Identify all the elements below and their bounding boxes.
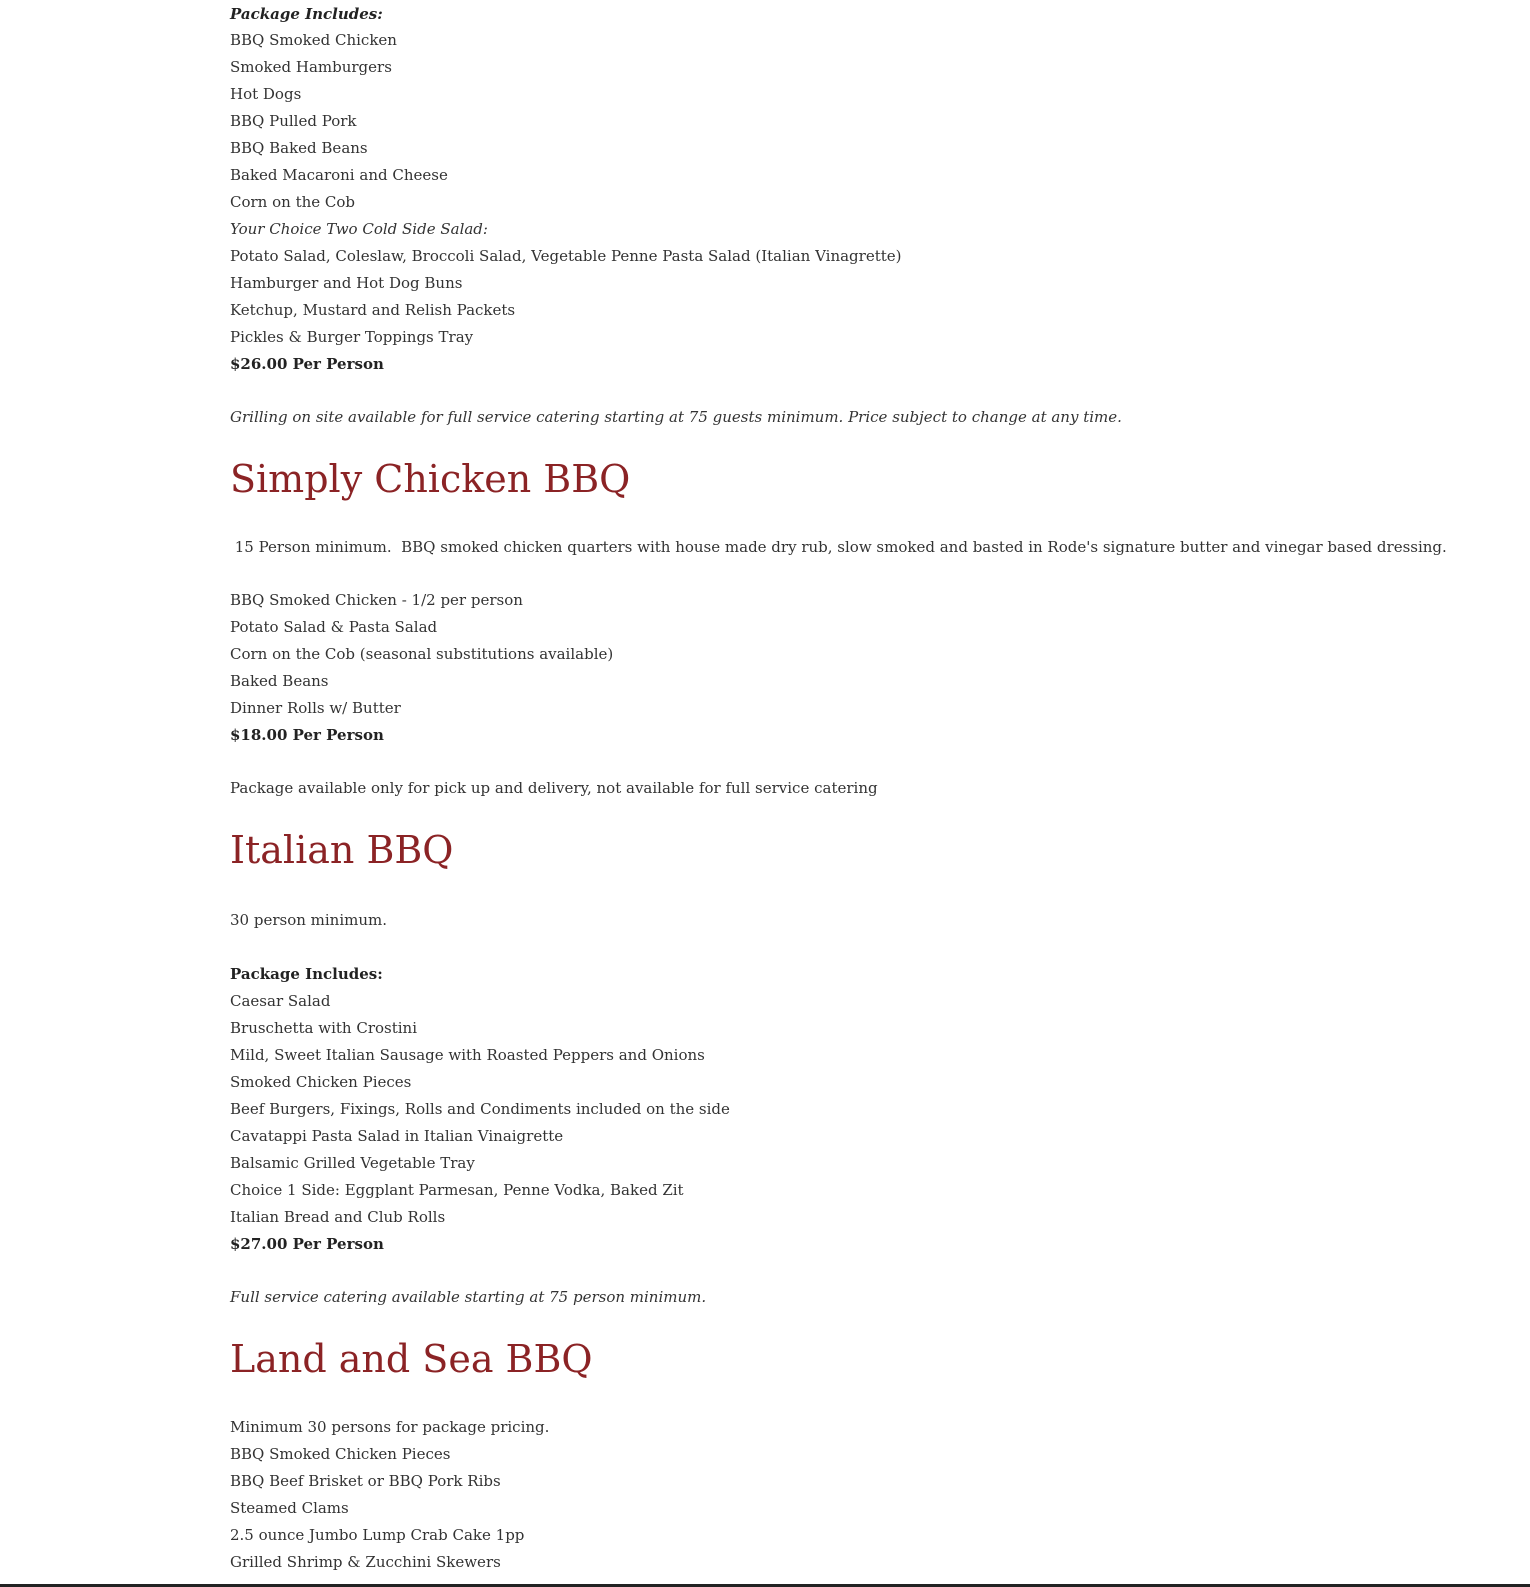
italian-bbq-item: Bruschetta with Crostini	[230, 1019, 418, 1037]
land-sea-bbq-item: 2.5 ounce Jumbo Lump Crab Cake 1pp	[230, 1526, 525, 1544]
italian-bbq-item: Balsamic Grilled Vegetable Tray	[230, 1154, 475, 1172]
italian-bbq-item: Beef Burgers, Fixings, Rolls and Condiments included on the side	[230, 1100, 730, 1118]
bbq-package-note: Grilling on site available for full service catering starting at 75 guests minimum. Price subject to change at any time.	[230, 408, 1122, 426]
land-sea-bbq-minimum: Minimum 30 persons for package pricing.	[230, 1418, 550, 1436]
land-sea-bbq-item: BBQ Smoked Chicken Pieces	[230, 1445, 451, 1463]
italian-bbq-item: Cavatappi Pasta Salad in Italian Vinaigrette	[230, 1127, 564, 1145]
bbq-package-item: BBQ Baked Beans	[230, 139, 368, 157]
italian-bbq-item: Choice 1 Side: Eggplant Parmesan, Penne Vodka, Baked Zit	[230, 1181, 684, 1199]
simply-chicken-item: BBQ Smoked Chicken - 1/2 per person	[230, 591, 523, 609]
italian-bbq-price: $27.00 Per Person	[230, 1235, 384, 1253]
italian-bbq-minimum: 30 person minimum.	[230, 911, 388, 929]
italian-bbq-title: Italian BBQ	[230, 828, 454, 872]
italian-bbq-includes-label: Package Includes:	[230, 965, 383, 983]
bbq-package-item: BBQ Pulled Pork	[230, 112, 357, 130]
bbq-package-item: Hot Dogs	[230, 85, 302, 103]
simply-chicken-item: Dinner Rolls w/ Butter	[230, 699, 401, 717]
simply-chicken-description: 15 Person minimum. BBQ smoked chicken quarters with house made dry rub, slow smoked and basted in Rode's signature butter and vinegar based dressing.	[230, 538, 1447, 556]
land-sea-bbq-item: Steamed Clams	[230, 1499, 349, 1517]
simply-chicken-item: Baked Beans	[230, 672, 329, 690]
italian-bbq-item: Caesar Salad	[230, 992, 331, 1010]
land-sea-bbq-title: Land and Sea BBQ	[230, 1337, 593, 1381]
bbq-package-item: Smoked Hamburgers	[230, 58, 392, 76]
simply-chicken-item: Potato Salad & Pasta Salad	[230, 618, 438, 636]
bbq-package-extra: Pickles & Burger Toppings Tray	[230, 328, 474, 346]
simply-chicken-note: Package available only for pick up and delivery, not available for full service catering	[230, 779, 878, 797]
simply-chicken-item: Corn on the Cob (seasonal substitutions available)	[230, 645, 614, 663]
italian-bbq-note: Full service catering available starting at 75 person minimum.	[230, 1288, 707, 1306]
bbq-package-price: $26.00 Per Person	[230, 355, 384, 373]
bbq-package-extra: Hamburger and Hot Dog Buns	[230, 274, 463, 292]
land-sea-bbq-item: BBQ Beef Brisket or BBQ Pork Ribs	[230, 1472, 501, 1490]
bbq-package-salad-options: Potato Salad, Coleslaw, Broccoli Salad, Vegetable Penne Pasta Salad (Italian Vinagrette)	[230, 247, 902, 265]
bbq-package-salad-choice-label: Your Choice Two Cold Side Salad:	[230, 220, 488, 238]
italian-bbq-item: Mild, Sweet Italian Sausage with Roasted Peppers and Onions	[230, 1046, 705, 1064]
bbq-package-includes-label: Package Includes:	[230, 5, 383, 23]
simply-chicken-title: Simply Chicken BBQ	[230, 457, 631, 501]
land-sea-bbq-item: Grilled Shrimp & Zucchini Skewers	[230, 1553, 501, 1571]
italian-bbq-item: Smoked Chicken Pieces	[230, 1073, 412, 1091]
bbq-package-item: Baked Macaroni and Cheese	[230, 166, 448, 184]
italian-bbq-item: Italian Bread and Club Rolls	[230, 1208, 446, 1226]
bbq-package-item: BBQ Smoked Chicken	[230, 31, 397, 49]
bbq-package-extra: Ketchup, Mustard and Relish Packets	[230, 301, 516, 319]
bbq-package-item: Corn on the Cob	[230, 193, 356, 211]
simply-chicken-price: $18.00 Per Person	[230, 726, 384, 744]
